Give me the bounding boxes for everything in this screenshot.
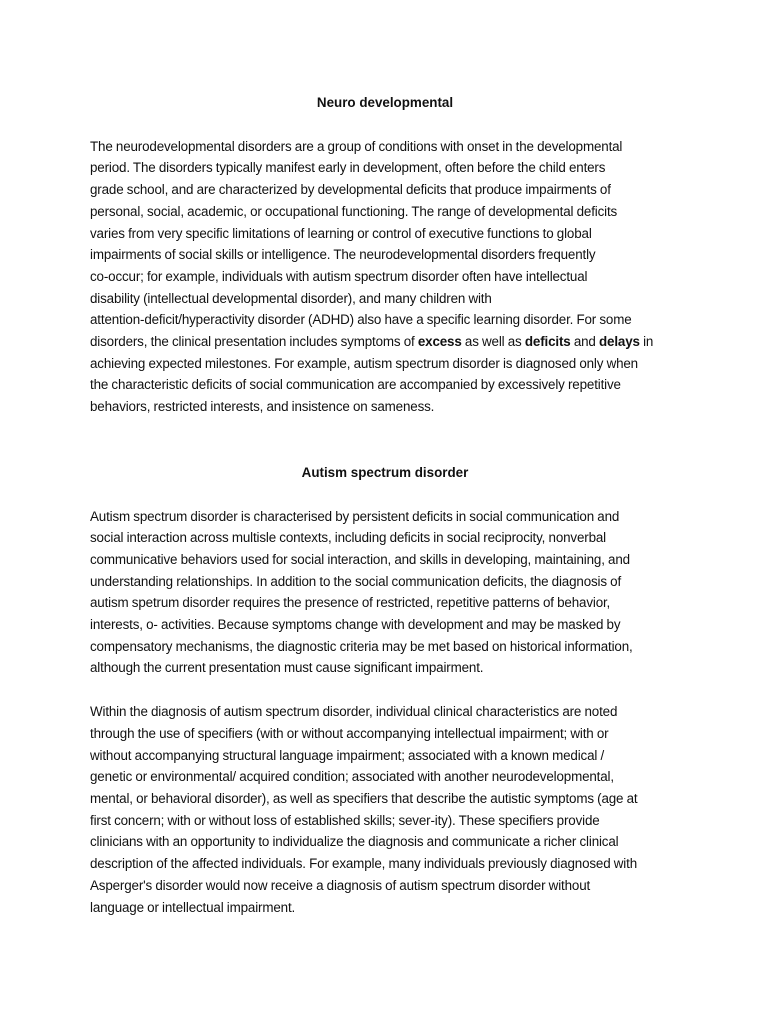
paragraph-line-emphasis <box>90 331 680 353</box>
text-run: as well as <box>461 334 525 350</box>
paragraph-line: The neurodevelopmental disorders are a group of conditions with onset in the developmental <box>90 138 623 154</box>
paragraph-line: Asperger's disorder would now receive a diagnosis of autism spectrum disorder without <box>90 877 591 893</box>
paragraph-line: the characteristic deficits of social communication are accompanied by excessively repetitive <box>90 377 621 393</box>
paragraph-line: autism spetrum disorder requires the presence of restricted, repetitive patterns of behavior, <box>90 595 611 611</box>
emphasis-deficits: deficits <box>524 334 571 350</box>
paragraph-line: disability (intellectual developmental disorder), and many children with <box>90 290 492 306</box>
paragraph-line: Autism spectrum disorder is characterised by persistent deficits in social communication and <box>90 508 620 524</box>
paragraph-line: interests, o- activities. Because symptoms change with development and may be masked by <box>90 617 621 633</box>
paragraph-line: genetic or environmental/ acquired condition; associated with another neurodevelopmental, <box>90 769 614 785</box>
paragraph-line: social interaction across multisle contexts, including deficits in social reciprocity, nonverbal <box>90 530 606 546</box>
paragraph-autism-definition <box>90 506 680 680</box>
paragraph-neurodevelopmental <box>90 136 680 418</box>
document-page <box>90 92 680 918</box>
paragraph-autism-specifiers <box>90 701 680 918</box>
paragraph-line: grade school, and are characterized by developmental deficits that produce impairments of <box>90 182 611 198</box>
paragraph-line: clinicians with an opportunity to individualize the diagnosis and communicate a richer clinical <box>90 834 619 850</box>
paragraph-line: Within the diagnosis of autism spectrum disorder, individual clinical characteristics are noted <box>90 704 618 720</box>
section-title-neuro-developmental: Neuro developmental <box>316 95 454 110</box>
paragraph-line: through the use of specifiers (with or without accompanying intellectual impairment; with or <box>90 725 609 741</box>
text-run: disorders, the clinical presentation includes symptoms of <box>90 334 418 350</box>
paragraph-line: although the current presentation must cause significant impairment. <box>90 660 484 676</box>
spacer <box>90 418 680 462</box>
emphasis-excess: excess <box>417 334 462 350</box>
paragraph-line: varies from very specific limitations of learning or control of executive functions to global <box>90 225 592 241</box>
paragraph-line: impairments of social skills or intelligence. The neurodevelopmental disorders frequently <box>90 247 596 263</box>
paragraph-line: communicative behaviors used for social interaction, and skills in developing, maintaining, and <box>90 551 630 567</box>
paragraph-line: personal, social, academic, or occupational functioning. The range of developmental deficits <box>90 203 618 219</box>
paragraph-line: first concern; with or without loss of established skills; sever-ity). These specifiers provide <box>90 812 600 828</box>
text-run: in <box>639 334 654 350</box>
paragraph-line: behaviors, restricted interests, and insistence on sameness. <box>90 399 435 415</box>
paragraph-line: mental, or behavioral disorder), as well as specifiers that describe the autistic symptoms (age at <box>90 790 638 806</box>
spacer <box>90 484 680 506</box>
paragraph-line: language or intellectual impairment. <box>90 899 296 915</box>
spacer <box>90 114 680 136</box>
paragraph-line: compensatory mechanisms, the diagnostic criteria may be met based on historical information, <box>90 638 633 654</box>
emphasis-delays: delays <box>599 334 640 350</box>
paragraph-line: understanding relationships. In addition to the social communication deficits, the diagnosis of <box>90 573 622 589</box>
paragraph-line: period. The disorders typically manifest early in development, often before the child enters <box>90 160 606 176</box>
paragraph-line: attention-deficit/hyperactivity disorder (ADHD) also have a specific learning disorder. For some <box>90 312 632 328</box>
text-run: and <box>570 334 599 350</box>
paragraph-line: co-occur; for example, individuals with autism spectrum disorder often have intellectual <box>90 268 588 284</box>
section-title-autism-spectrum-disorder: Autism spectrum disorder <box>301 464 469 480</box>
paragraph-line: achieving expected milestones. For example, autism spectrum disorder is diagnosed only when <box>90 355 638 371</box>
paragraph-line: without accompanying structural language impairment; associated with a known medical / <box>90 747 605 763</box>
paragraph-line: description of the affected individuals. For example, many individuals previously diagnosed with <box>90 856 638 872</box>
spacer <box>90 679 680 701</box>
